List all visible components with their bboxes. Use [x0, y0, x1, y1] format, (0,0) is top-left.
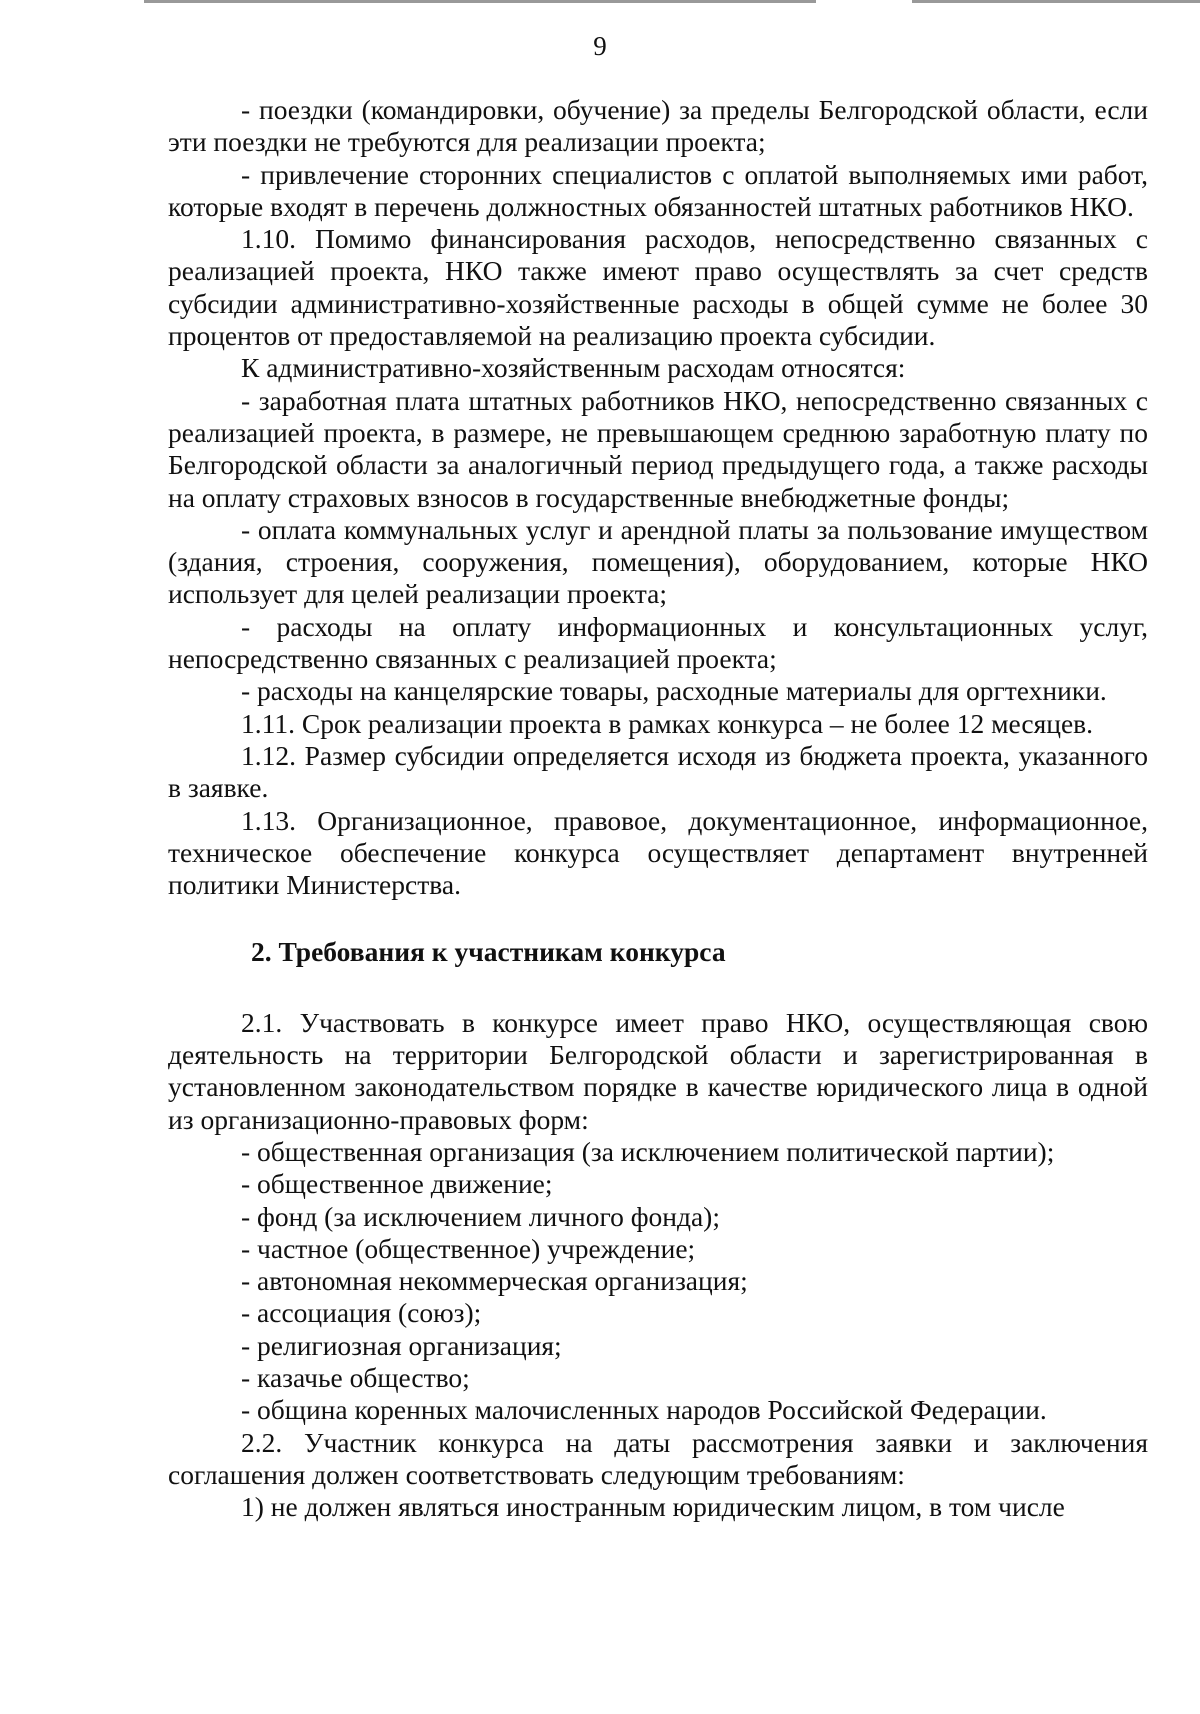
list-item: - ассоциация (союз); — [241, 1297, 482, 1329]
list-item: - автономная некоммерческая организация; — [241, 1265, 748, 1297]
paragraph: 1.10. Помимо финансирования расходов, непосредственно связанных с реализацией проекта, НКО также имеют право осуществлять за счет средств субсидии административно-хозяйственные расходы в общей сумме не более 30 процентов от предоставляемой на реализацию проекта субсидии. — [168, 223, 1148, 352]
paragraph: К административно-хозяйственным расходам относятся: — [241, 352, 906, 384]
section-heading: 2. Требования к участникам конкурса — [251, 936, 726, 968]
paragraph: 2.2. Участник конкурса на даты рассмотрения заявки и заключения соглашения должен соответствовать следующим требованиям: — [168, 1426, 1148, 1490]
paragraph: 1) не должен являться иностранным юридическим лицом, в том числе — [241, 1491, 1065, 1523]
list-item: - частное (общественное) учреждение; — [241, 1232, 696, 1264]
paragraph: 2.1. Участвовать в конкурсе имеет право НКО, осуществляющая свою деятельность на территории Белгородской области и зарегистрированная в установленном законодательством порядке в качестве юридического лица в одной из организационно-правовых форм: — [168, 1006, 1148, 1135]
spacer — [168, 901, 1148, 936]
paragraph: 1.11. Срок реализации проекта в рамках конкурса – не более 12 месяцев. — [241, 707, 1094, 739]
list-item: - фонд (за исключением личного фонда); — [241, 1200, 720, 1232]
document-body — [168, 94, 1148, 1523]
paragraph: - расходы на канцелярские товары, расходные материалы для оргтехники. — [241, 675, 1107, 707]
paragraph: - заработная плата штатных работников НКО, непосредственно связанных с реализацией проекта, в размере, не превышающем среднюю заработную плату по Белгородской области за аналогичный период предыдущего года, а также расходы на оплату страховых взносов в государственные внебюджетные фонды; — [168, 384, 1148, 513]
list-item: - религиозная организация; — [241, 1329, 562, 1361]
scan-edge-mark — [0, 0, 1200, 3]
list-item: - община коренных малочисленных народов Российской Федерации. — [241, 1394, 1047, 1426]
page-number: 9 — [593, 31, 607, 61]
spacer — [168, 969, 1148, 1007]
list-item: - казачье общество; — [241, 1361, 470, 1393]
paragraph: 1.13. Организационное, правовое, документационное, информационное, техническое обеспечение конкурса осуществляет департамент внутренней политики Министерства. — [168, 804, 1148, 901]
paragraph: 1.12. Размер субсидии определяется исходя из бюджета проекта, указанного в заявке. — [168, 739, 1148, 804]
paragraph: - привлечение сторонних специалистов с оплатой выполняемых ими работ, которые входят в перечень должностных обязанностей штатных работников НКО. — [168, 158, 1148, 222]
paragraph: - поездки (командировки, обучение) за пределы Белгородской области, если эти поездки не требуются для реализации проекта; — [168, 94, 1148, 158]
paragraph: - расходы на оплату информационных и консультационных услуг, непосредственно связанных с реализацией проекта; — [168, 610, 1148, 675]
paragraph: - оплата коммунальных услуг и арендной платы за пользование имуществом (здания, строения, сооружения, помещения), оборудованием, которые НКО использует для целей реализации проекта; — [168, 513, 1148, 610]
list-item: - общественная организация (за исключением политической партии); — [241, 1135, 1055, 1167]
list-item: - общественное движение; — [241, 1168, 553, 1200]
